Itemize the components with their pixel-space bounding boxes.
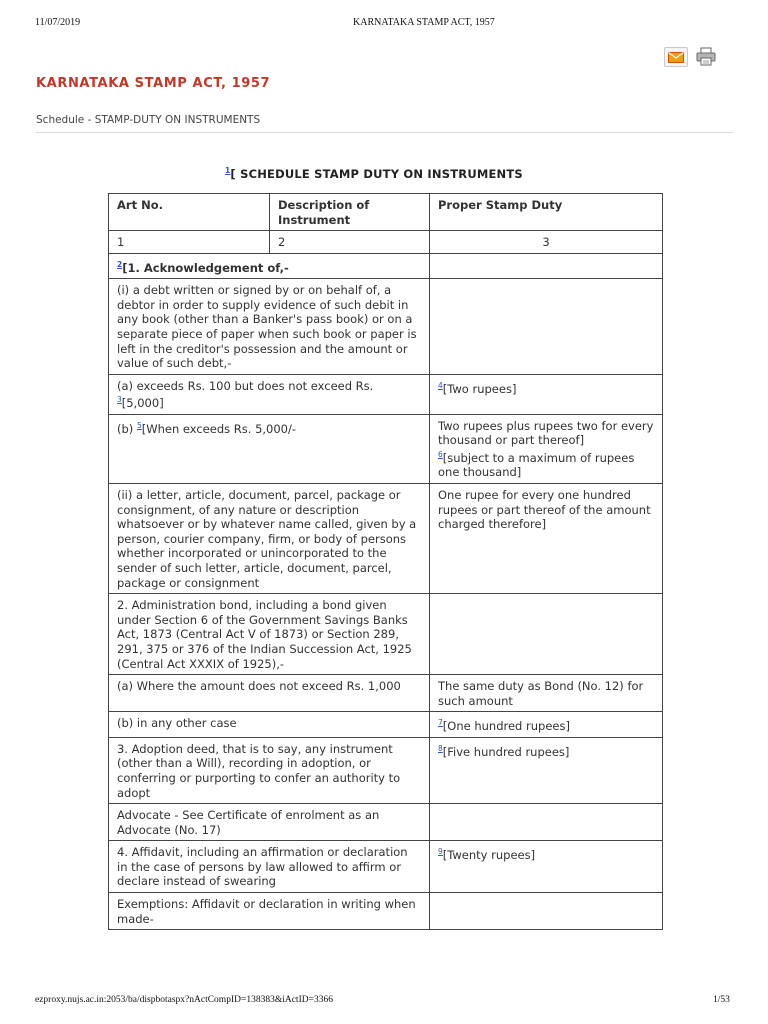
act-title: KARNATAKA STAMP ACT, 1957	[36, 76, 271, 91]
print-url: ezproxy.nujs.ac.in:2053/ba/dispbotaspx?nActCompID=138383&iActID=3366	[35, 995, 333, 1005]
footnote-link[interactable]: 2	[117, 259, 123, 269]
print-button[interactable]	[694, 45, 718, 67]
description-text: [When exceeds Rs. 5,000/-	[141, 421, 297, 436]
description-text: [5,000]	[121, 396, 164, 411]
print-date: 11/07/2019	[35, 17, 81, 28]
table-row	[108, 279, 663, 375]
footnote-link[interactable]: 8	[438, 743, 443, 753]
description-cell	[108, 254, 430, 279]
duty-cell: The same duty as Bond (No. 12) for such amount	[430, 675, 663, 712]
duty-text: [One hundred rupees]	[442, 719, 570, 734]
print-footer	[0, 995, 768, 1009]
print-title: KARNATAKA STAMP ACT, 1957	[353, 17, 495, 28]
duty-text: [subject to a maximum of rupees one thousand]	[438, 450, 635, 480]
table-row	[108, 675, 663, 712]
duty-cell	[430, 594, 663, 675]
header-duty: Proper Stamp Duty	[430, 193, 663, 231]
schedule-heading	[225, 166, 523, 181]
duty-text: Two rupees plus rupees two for every thousand or part thereof]	[438, 418, 654, 448]
page-number: 1/53	[713, 995, 730, 1005]
duty-cell	[430, 893, 663, 930]
duty-cell	[430, 279, 663, 375]
description-cell: Exemptions: Affidavit or declaration in writing when made-	[108, 893, 430, 930]
footnote-link[interactable]: 9	[438, 847, 443, 857]
duty-cell	[430, 415, 663, 484]
description-cell: (b) in any other case	[108, 712, 430, 737]
footnote-link[interactable]: 7	[438, 718, 443, 728]
duty-cell	[430, 375, 663, 415]
breadcrumb: Schedule - STAMP-DUTY ON INSTRUMENTS	[36, 114, 261, 126]
duty-text: [Twenty rupees]	[442, 848, 536, 863]
table-row	[108, 375, 663, 415]
description-text: (b)	[117, 421, 137, 436]
table-row	[108, 893, 663, 930]
printer-icon	[696, 47, 716, 66]
footnote-link[interactable]: 3	[117, 395, 122, 405]
duty-cell	[430, 841, 663, 893]
description-cell: (a) Where the amount does not exceed Rs. 1,000	[108, 675, 430, 712]
duty-cell: One rupee for every one hundred rupees or part thereof of the amount charged therefore]	[430, 484, 663, 594]
footnote-link[interactable]: 6	[438, 449, 443, 459]
header-description: Description of Instrument	[270, 193, 430, 231]
description-cell: Advocate - See Certificate of enrolment as an Advocate (No. 17)	[108, 804, 430, 841]
description-cell: 4. Affidavit, including an affirmation or declaration in the case of persons by law allowed to affirm or declare instead of swearing	[108, 841, 430, 893]
description-cell: (i) a debt written or signed by or on behalf of, a debtor in order to supply evidence of such debit in any book (other than a Banker's pass book) or on a separate piece of paper when such book or paper is left in the creditor's possession and the amount or value of such debt,-	[108, 279, 430, 375]
table-number-row	[108, 231, 663, 254]
description-cell	[108, 375, 430, 415]
description-cell: (ii) a letter, article, document, parcel, package or consignment, of any nature or description whatsoever or by whatever name called, given by a person, courier company, firm, or body of persons whether incorporated or unincorporated to the sender of such letter, article, document, parcel, package or consignment	[108, 484, 430, 594]
description-cell: 3. Adoption deed, that is to say, any instrument (other than a Will), recording in adoption, or conferring or purporting to confer an authority to adopt	[108, 738, 430, 804]
footnote-link[interactable]: 4	[438, 380, 443, 390]
table-row	[108, 594, 663, 675]
duty-cell	[430, 804, 663, 841]
number-cell: 1	[108, 231, 270, 254]
table-row	[108, 484, 663, 594]
table-header-row	[108, 193, 663, 231]
table-row	[108, 415, 663, 484]
table-row	[108, 738, 663, 804]
description-text: [1. Acknowledgement of,-	[122, 260, 289, 275]
stamp-duty-table	[108, 193, 663, 930]
table-row	[108, 804, 663, 841]
duty-text: [Five hundred rupees]	[442, 744, 570, 759]
duty-text: [Two rupees]	[442, 381, 517, 396]
footnote-link[interactable]: 5	[136, 420, 142, 430]
description-cell: 2. Administration bond, including a bond given under Section 6 of the Government Savings Banks Act, 1873 (Central Act V of 1873) or Section 289, 291, 375 or 376 of the Indian Succession Act, 1925 (Central Act XXXIX of 1925),-	[108, 594, 430, 675]
print-header	[0, 17, 768, 31]
duty-cell	[430, 254, 663, 279]
duty-cell	[430, 738, 663, 804]
description-text: (a) exceeds Rs. 100 but does not exceed Rs.	[117, 378, 374, 393]
description-cell	[108, 415, 430, 484]
header-art-no: Art No.	[108, 193, 270, 231]
number-cell: 3	[430, 231, 663, 254]
duty-cell	[430, 712, 663, 737]
email-button[interactable]	[664, 47, 688, 67]
divider	[36, 132, 733, 133]
number-cell: 2	[270, 231, 430, 254]
footnote-link[interactable]: 1	[225, 166, 231, 175]
schedule-heading-text: [ SCHEDULE STAMP DUTY ON INSTRUMENTS	[230, 166, 523, 181]
table-row	[108, 712, 663, 737]
table-row	[108, 841, 663, 893]
table-row	[108, 254, 663, 279]
envelope-icon	[668, 52, 684, 63]
